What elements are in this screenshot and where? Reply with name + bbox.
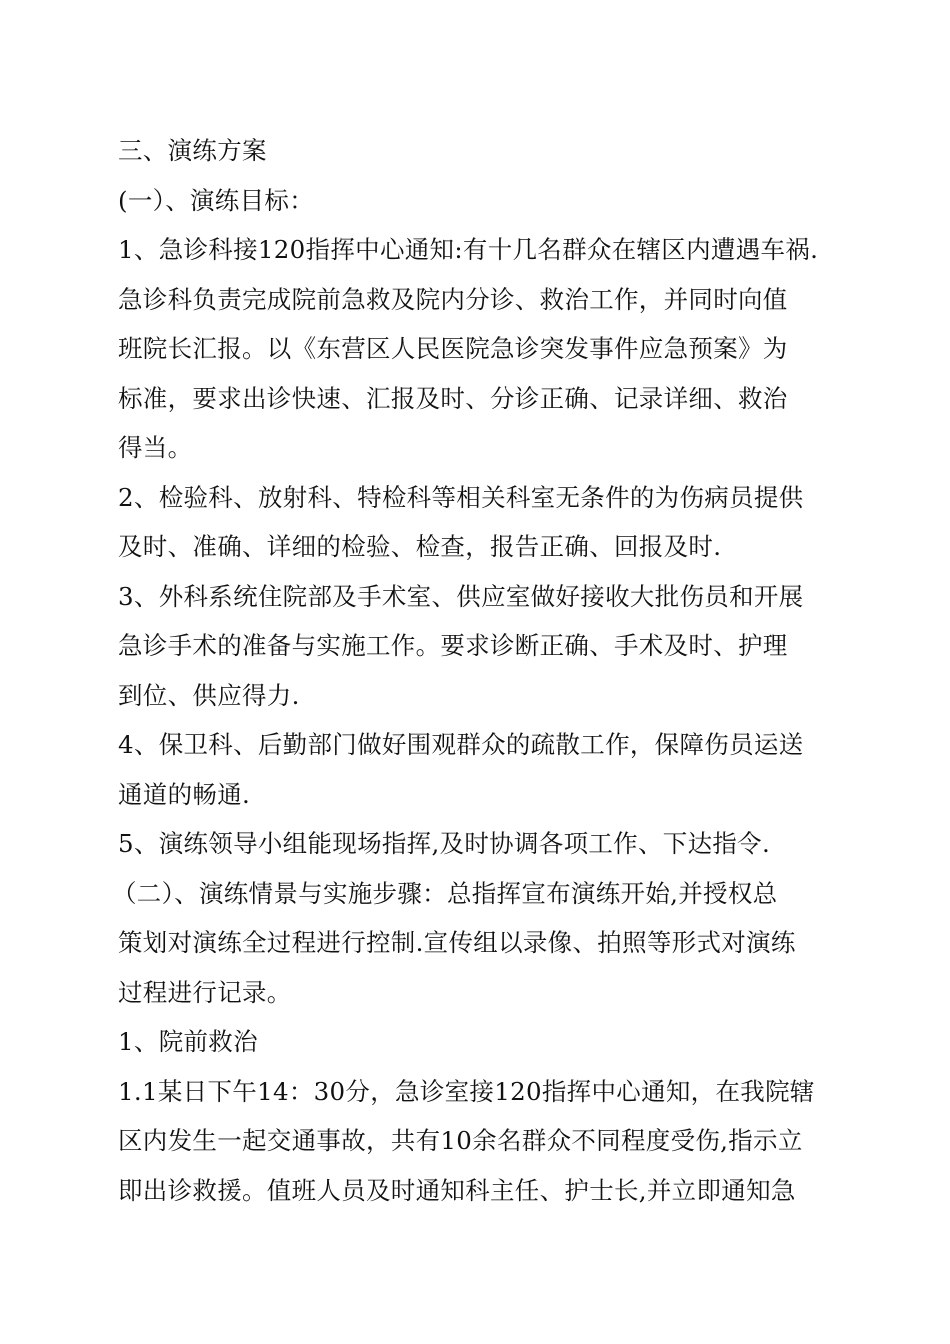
text-line: 班院长汇报。以《东营区人民医院急诊突发事件应急预案》为 — [118, 334, 788, 363]
text-line: 得当。 — [118, 433, 193, 462]
text-line: 1.1某日下午14：30分，急诊室接120指挥中心通知，在我院辖 — [118, 1076, 815, 1106]
text-line: 即出诊救援。值班人员及时通知科主任、护士长,并立即通知急 — [118, 1175, 796, 1205]
text-line: 策划对演练全过程进行控制.宣传组以录像、拍照等形式对演练 — [118, 928, 796, 957]
text-line: 3、外科系统住院部及手术室、供应室做好接收大批伤员和开展 — [118, 581, 804, 611]
subsection-heading: （二）、演练情景与实施步骤：总指挥宣布演练开始,并授权总 — [112, 878, 778, 908]
text-line: 区内发生一起交通事故，共有10余名群众不同程度受伤,指示立 — [118, 1126, 803, 1155]
section-heading: 三、演练方案 — [118, 136, 267, 165]
text-line: 1、急诊科接120指挥中心通知:有十几名群众在辖区内遭遇车祸. — [118, 235, 819, 264]
subsection-heading: (一）、演练目标： — [118, 185, 315, 215]
text-line: 5、演练领导小组能现场指挥,及时协调各项工作、下达指令. — [118, 829, 771, 858]
text-line: 4、保卫科、后勤部门做好围观群众的疏散工作，保障伤员运送 — [118, 730, 804, 759]
document-body — [112, 126, 834, 1215]
text-line: 2、检验科、放射科、特检科等相关科室无条件的为伤病员提供 — [118, 482, 804, 512]
text-line: 过程进行记录。 — [118, 977, 292, 1007]
text-line: 到位、供应得力. — [118, 680, 300, 710]
text-line: 及时、准确、详细的检验、检查，报告正确、回报及时. — [118, 532, 722, 561]
text-line: 急诊手术的准备与实施工作。要求诊断正确、手术及时、护理 — [118, 631, 788, 660]
text-line: 通道的畅通. — [118, 779, 251, 809]
text-line: 急诊科负责完成院前急救及院内分诊、救治工作，并同时向值 — [118, 284, 788, 314]
step-heading: 1、院前救治 — [118, 1027, 258, 1056]
text-line: 标准，要求出诊快速、汇报及时、分诊正确、记录详细、救治 — [118, 383, 788, 413]
